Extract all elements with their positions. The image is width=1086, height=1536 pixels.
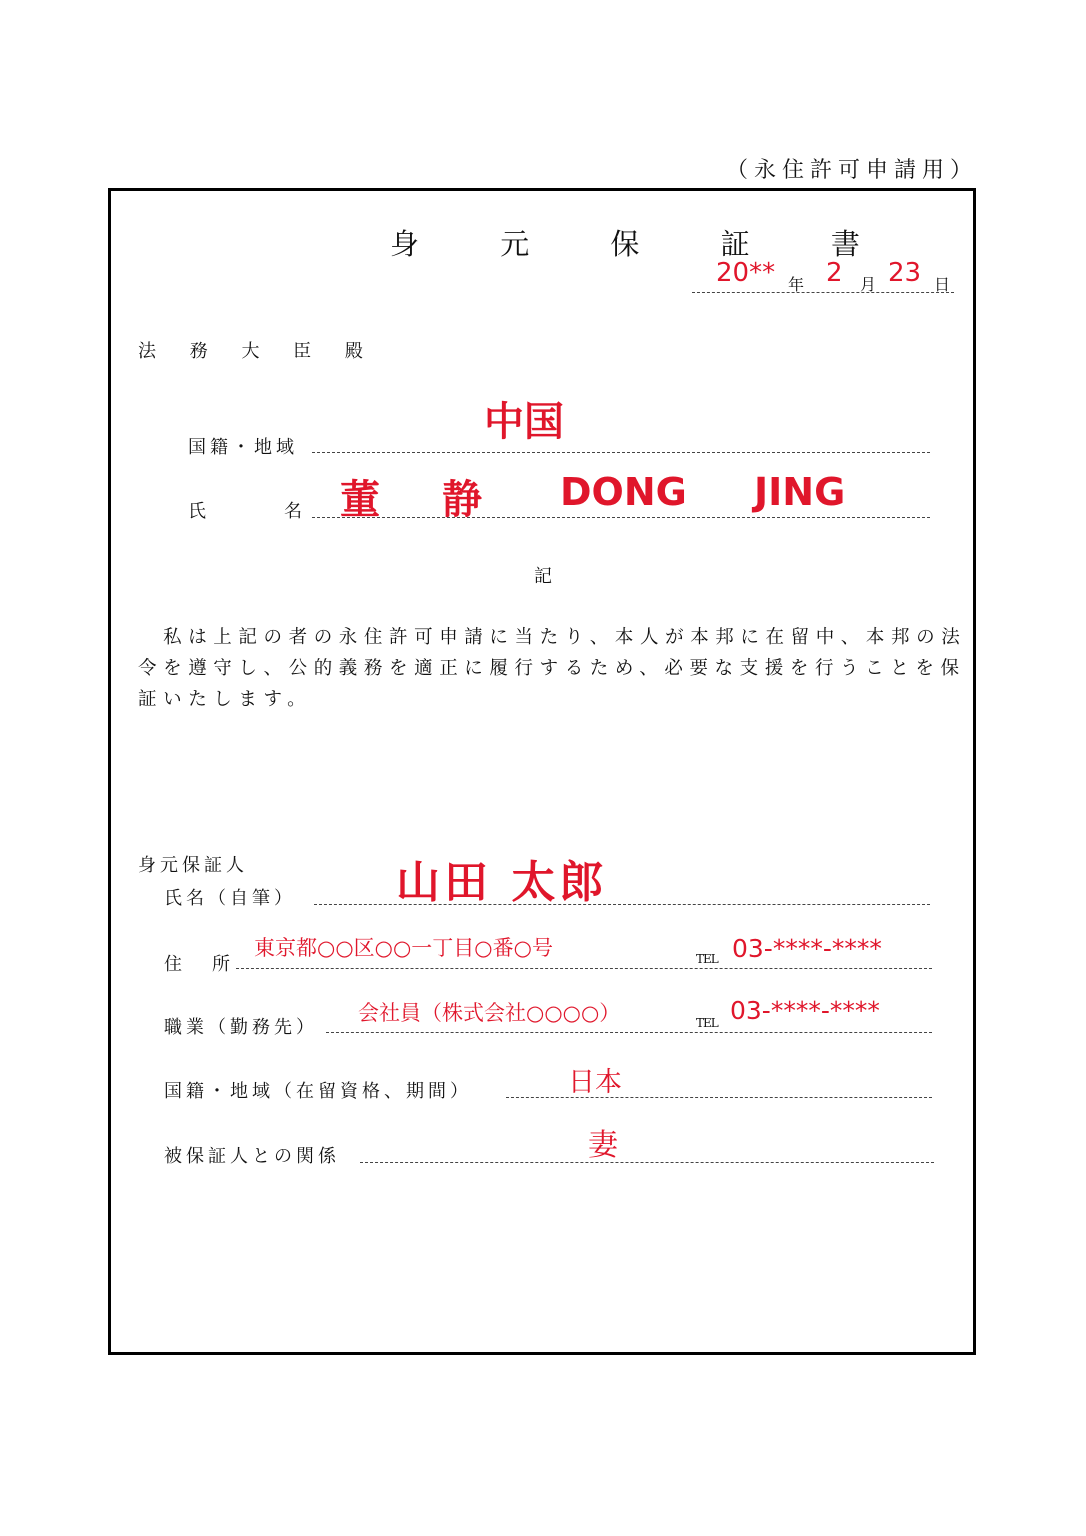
- applicant-nationality-value: 中国: [484, 399, 564, 445]
- date-month: 2: [826, 258, 843, 288]
- addressee: 法 務 大 臣 殿: [138, 341, 377, 362]
- applicant-name-kanji-2: 静: [442, 477, 482, 523]
- guarantor-occupation-value: 会社員（株式会社○○○○）: [358, 1001, 621, 1025]
- guarantor-address-line: [236, 968, 932, 969]
- applicant-name-roman-1: DONG: [560, 470, 687, 514]
- guarantor-name-label: 氏名（自筆）: [164, 888, 296, 909]
- guarantor-relation-value: 妻: [588, 1128, 618, 1163]
- guarantor-occupation-line: [326, 1032, 932, 1033]
- date-day-unit: 日: [934, 275, 951, 294]
- guarantor-nationality-line: [506, 1097, 932, 1098]
- date-line: [692, 292, 954, 293]
- guarantor-address-label-1: 住: [164, 954, 182, 975]
- applicant-nationality-line: [312, 452, 930, 453]
- guarantor-relation-label: 被保証人との関係: [164, 1146, 340, 1167]
- guarantor-address-value: 東京都○○区○○一丁目○番○号: [254, 936, 553, 960]
- date-year-unit: 年: [788, 275, 805, 294]
- guarantee-statement: 私は上記の者の永住許可申請に当たり、本人が本邦に在留中、本邦の法令を遵守し、公的義務を適正に履行するため、必要な支援を行うことを保証いたします。: [138, 627, 967, 710]
- guarantor-occupation-tel-label: TEL: [696, 1016, 718, 1030]
- guarantor-heading: 身元保証人: [138, 855, 248, 876]
- applicant-name-kanji-1: 董: [340, 477, 380, 523]
- guarantor-name-value: 山田 太郎: [396, 857, 608, 908]
- applicant-name-label-1: 氏: [188, 501, 206, 522]
- document-frame: [108, 188, 976, 1355]
- guarantor-nationality-value: 日本: [568, 1067, 622, 1098]
- guarantor-address-tel-value: 03-****-****: [732, 934, 882, 963]
- ki-heading: 記: [534, 566, 552, 587]
- guarantor-occupation-tel-value: 03-****-****: [730, 996, 880, 1025]
- document-title: 身 元 保 証 書: [390, 227, 896, 261]
- guarantor-address-label-2: 所: [212, 954, 230, 975]
- form-type-label: （永住許可申請用）: [725, 158, 978, 183]
- date-year: 20**: [716, 258, 776, 288]
- guarantor-relation-line: [360, 1162, 934, 1163]
- guarantor-occupation-label: 職業（勤務先）: [164, 1017, 318, 1038]
- guarantor-address-tel-label: TEL: [696, 952, 718, 966]
- applicant-name-label-2: 名: [284, 501, 302, 522]
- guarantor-name-line: [314, 904, 930, 905]
- date-day: 23: [888, 258, 922, 288]
- applicant-name-line: [312, 517, 930, 518]
- date-month-unit: 月: [860, 275, 877, 294]
- guarantor-nationality-label: 国籍・地域（在留資格、期間）: [164, 1081, 472, 1102]
- applicant-name-roman-2: JING: [754, 470, 846, 514]
- applicant-nationality-label: 国籍・地域: [188, 437, 298, 458]
